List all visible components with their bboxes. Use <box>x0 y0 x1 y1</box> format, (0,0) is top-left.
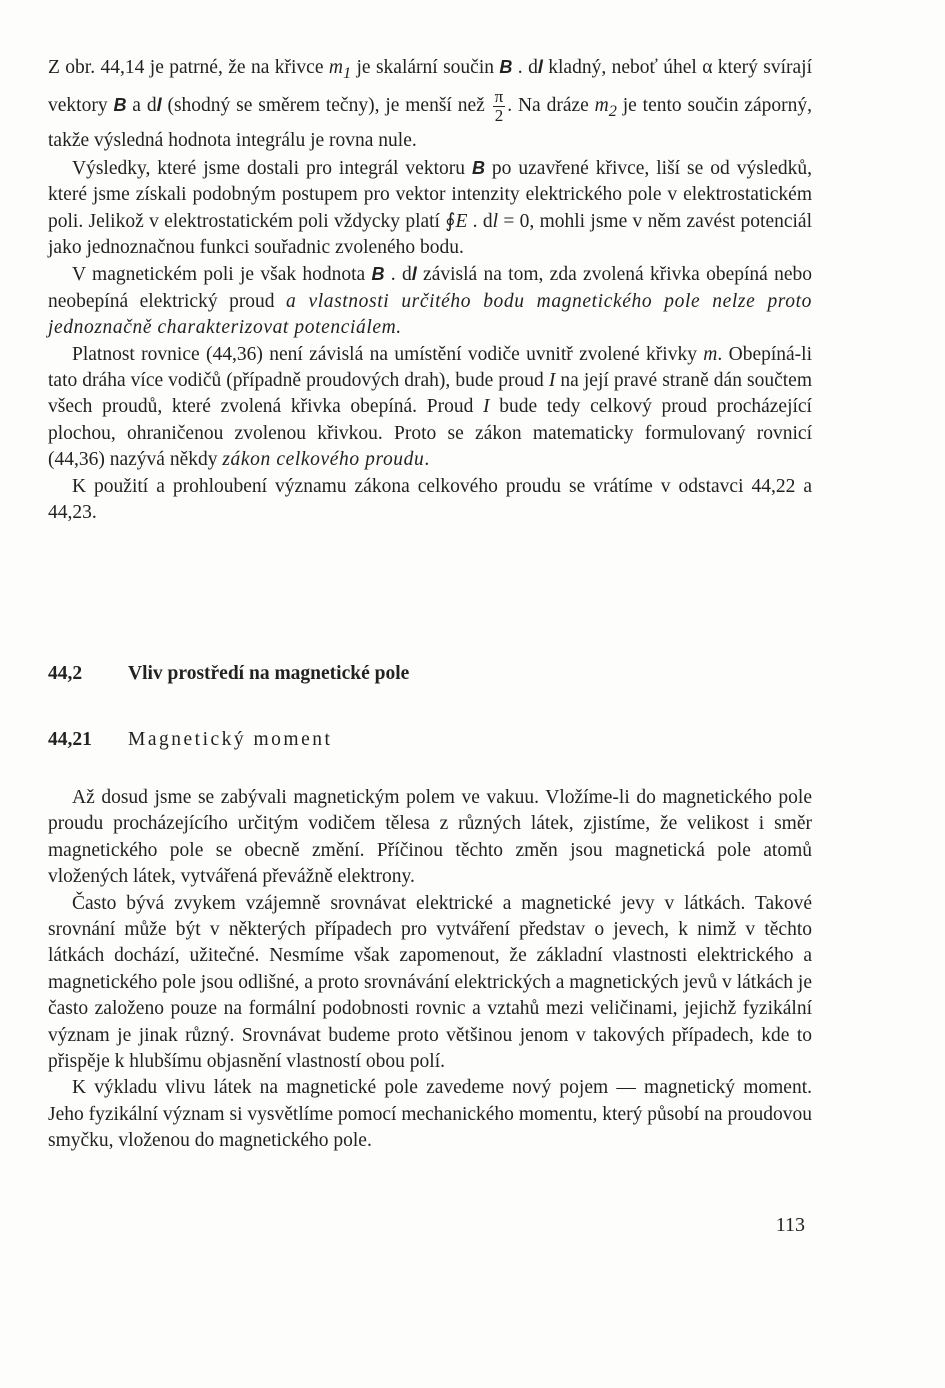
moment-paragraph-3: K výkladu vlivu látek na magnetické pole zavedeme nový pojem — magnetický moment. Jeho fyzikální význam si vysvětlíme pomocí mechanického momentu, který působí na proudovou smyčku, vloženou do magnetického pole. <box>48 1077 812 1152</box>
moment-paragraph-2: Často bývá zvykem vzájemně srovnávat elektrické a magnetické jevy v látkách. Takové srovnání může být v některých případech pro vytváření představ o jevech, k nimž v těchto látkách dochází, užitečné. Nesmíme však zapomenout, že základní vlastnosti elektrického a magnetického pole jsou odlišné, a proto srovnávání elektrických a magnetických jevů v látkách je často založeno pouze na formální podobnosti rovnic a vztahů mezi veličinami, jejichž fyzikální význam je jinak různý. Srovnávat budeme proto většinou jenom v takových případech, kde to přispěje k hlubšímu objasnění vlastností obou polí. <box>48 892 812 1073</box>
page-number: 113 <box>775 1214 805 1236</box>
paragraph-1: Z obr. 44,14 je patrné, že na křivce $m_1$ je skalární součin B . dl kladný, neboť úhel α který svírají vektory B a dl (shodný se směrem tečny), je menší než $\frac{\pi}{2}$ . Na dráze $m_2$ je tento součin záporný, takže výsledná hodnota integrálu je rovna nule. <box>48 57 813 151</box>
section-number: 44,2 <box>48 663 83 684</box>
pi-over-two-fraction: $\frac{\pi}{2}$ <box>494 86 504 125</box>
intro-text-block <box>48 53 812 526</box>
subsection-heading-44-21 <box>48 729 332 751</box>
subsection-title: Magnetický moment <box>128 729 333 750</box>
paragraph-4: Platnost rovnice (44,36) není závislá na umístění vodiče uvnitř zvolené křivky m. Obepíná-li tato dráha více vodičů (případně proudových drah), bude proud I na její pravé straně dán součtem všech proudů, které zvolená křivka obepíná. Proud I bude tedy celkový proud procházející plochou, ohraničenou zvolenou křivkou. Proto se zákon matematicky formulovaný rovnicí (44,36) nazývá někdy zákon celkového proudu. <box>48 343 812 471</box>
section-title: Vliv prostředí na magnetické pole <box>128 663 410 684</box>
paragraph-2: Výsledky, které jsme dostali pro integrál vektoru B po uzavřené křivce, liší se od výsledků, které jsme získali podobným postupem pro vektor intenzity elektrického pole v elektrostatickém poli. Jelikož v elektrostatickém poli vždycky platí ∮E . dl = 0, mohli jsme v něm zavést potenciál jako jednoznačnou funkci souřadnic zvoleného bodu. <box>48 157 812 258</box>
subsection-number: 44,21 <box>48 729 92 750</box>
paragraph-3: V magnetickém poli je však hodnota B . dl závislá na tom, zda zvolená křivka obepíná nebo neobepíná elektrický proud a vlastnosti určitého bodu magnetického pole nelze proto jednoznačně charakterizovat potenciálem. <box>48 264 812 339</box>
moment-paragraph-1: Až dosud jsme se zabývali magnetickým polem ve vakuu. Vložíme-li do magnetického pole proudu procházejícího určitým vodičem tělesa z různých látek, zjistíme, že velikost i směr magnetického pole se obecně změní. Příčinou těchto změn jsou magnetická pole atomů vložených látek, vytvářená převážně elektrony. <box>48 787 812 888</box>
section-heading-44-2 <box>48 663 409 685</box>
paragraph-5: K použití a prohloubení významu zákona celkového proudu se vrátíme v odstavci 44,22 a 44,23. <box>48 475 812 524</box>
moment-text-block <box>48 785 812 1155</box>
